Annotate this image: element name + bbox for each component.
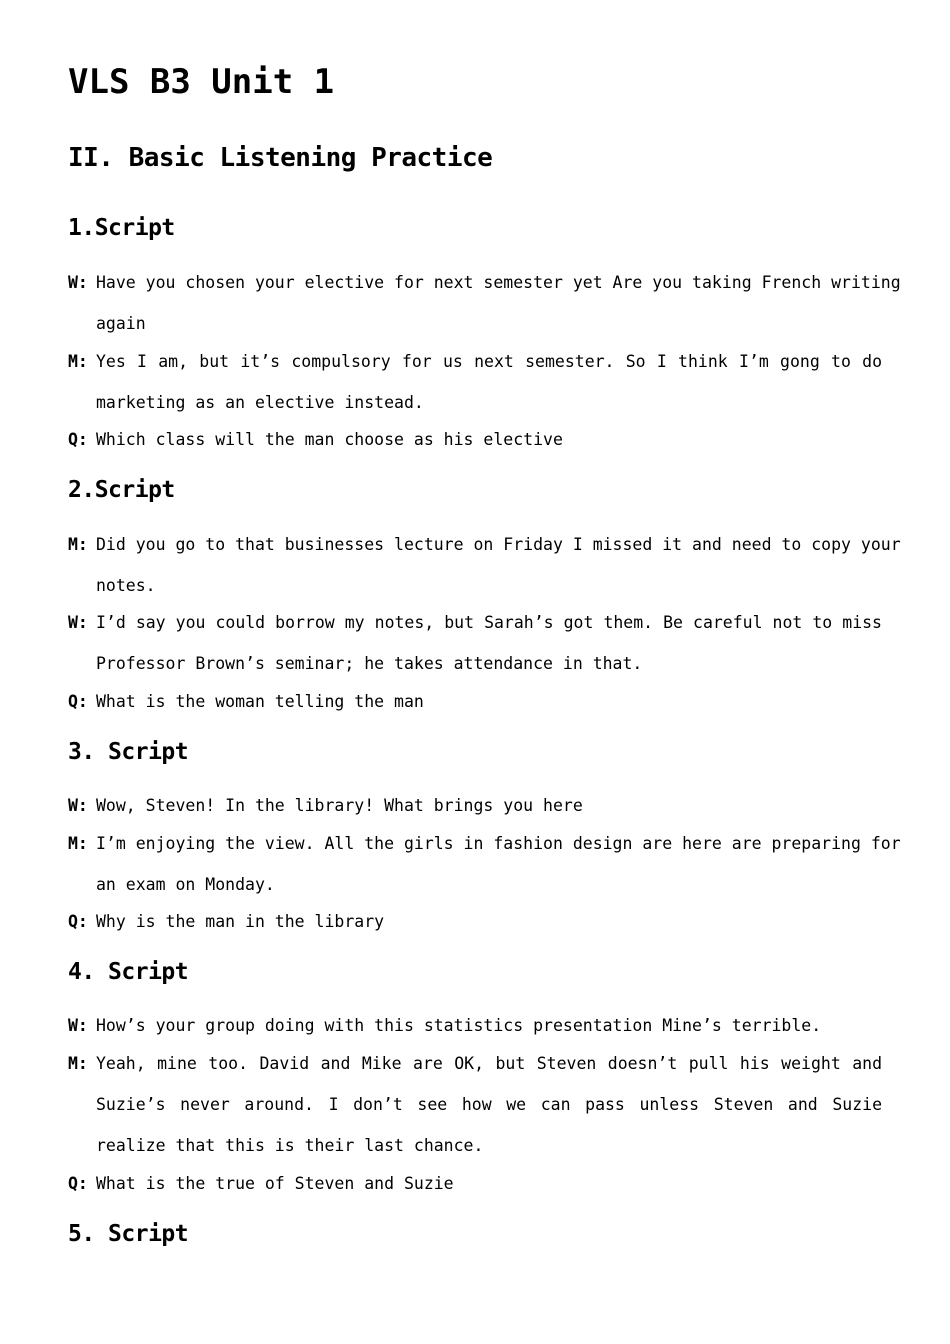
dialogue-text: I’m enjoying the view. All the girls in fashion design are here are preparing for — [96, 834, 901, 853]
dialogue-continuation: realize that this is their last chance. — [96, 1136, 484, 1155]
script-heading: 2.Script — [68, 477, 175, 503]
speaker-label: Q: — [68, 1174, 88, 1193]
dialogue-text: Did you go to that businesses lecture on Friday I missed it and need to copy your — [96, 535, 901, 554]
dialogue-line — [68, 1016, 882, 1036]
speaker-label: W: — [68, 1016, 88, 1035]
dialogue-continuation: an exam on Monday. — [96, 875, 275, 894]
question-text: What is the woman telling the man — [96, 692, 424, 711]
document-title: VLS B3 Unit 1 — [68, 62, 335, 102]
script-heading: 5. Script — [68, 1221, 189, 1247]
dialogue-text: How’s your group doing with this statistics presentation Mine’s terrible. — [96, 1016, 822, 1035]
question-text: Which class will the man choose as his elective — [96, 430, 563, 449]
section-heading: II. Basic Listening Practice — [68, 143, 493, 173]
script-heading: 4. Script — [68, 959, 189, 985]
speaker-label: M: — [68, 535, 88, 554]
dialogue-line — [68, 834, 901, 854]
dialogue-continuation: Professor Brown’s seminar; he takes attendance in that. — [96, 654, 643, 673]
dialogue-line — [68, 796, 882, 816]
speaker-label: W: — [68, 796, 88, 815]
dialogue-text: Have you chosen your elective for next semester yet Are you taking French writing — [96, 273, 901, 292]
speaker-label: W: — [68, 273, 88, 292]
dialogue-continuation: marketing as an elective instead. — [96, 393, 424, 412]
dialogue-line — [68, 352, 882, 372]
script-heading: 3. Script — [68, 739, 189, 765]
question-text: What is the true of Steven and Suzie — [96, 1174, 454, 1193]
speaker-label: M: — [68, 352, 88, 371]
question-text: Why is the man in the library — [96, 912, 385, 931]
dialogue-text: Wow, Steven! In the library! What brings you here — [96, 796, 583, 815]
dialogue-text: I’d say you could borrow my notes, but Sarah’s got them. Be careful not to miss — [96, 613, 882, 632]
dialogue-text: Yeah, mine too. David and Mike are OK, but Steven doesn’t pull his weight and — [96, 1054, 882, 1073]
script-heading: 1.Script — [68, 215, 175, 241]
dialogue-line — [68, 535, 901, 555]
speaker-label: M: — [68, 1054, 88, 1073]
speaker-label: Q: — [68, 912, 88, 931]
question-line — [68, 912, 882, 932]
question-line — [68, 692, 882, 712]
question-line — [68, 430, 882, 450]
dialogue-continuation: again — [96, 314, 146, 333]
speaker-label: M: — [68, 834, 88, 853]
dialogue-line — [68, 613, 882, 633]
speaker-label: W: — [68, 613, 88, 632]
dialogue-line — [68, 273, 901, 293]
question-line — [68, 1174, 882, 1194]
dialogue-continuation: notes. — [96, 576, 156, 595]
speaker-label: Q: — [68, 430, 88, 449]
dialogue-continuation: Suzie’s never around. I don’t see how we can pass unless Steven and Suzie — [96, 1095, 882, 1114]
speaker-label: Q: — [68, 692, 88, 711]
dialogue-text: Yes I am, but it’s compulsory for us next semester. So I think I’m gong to do — [96, 352, 882, 371]
dialogue-line — [68, 1054, 882, 1074]
